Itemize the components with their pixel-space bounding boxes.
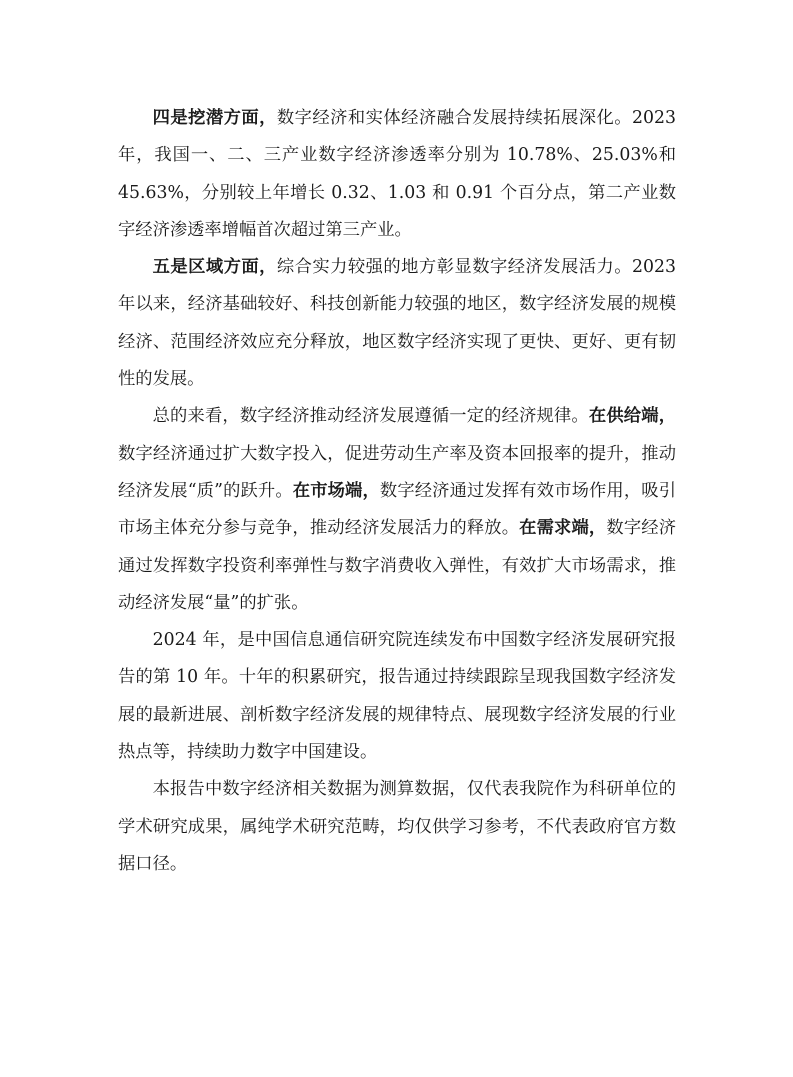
paragraph-disclaimer — [118, 771, 676, 883]
supply-side-lead: 在供给端， — [588, 406, 676, 427]
paragraph-tapping-potential — [118, 100, 676, 249]
demand-side-lead: 在需求端， — [519, 518, 607, 539]
market-side-lead: 在市场端， — [292, 480, 380, 501]
paragraph-text: 本报告中数字经济相关数据为测算数据，仅代表我院作为科研单位的学术研究成果，属纯学术研究范畴，均仅供学习参考，不代表政府官方数据口径。 — [118, 779, 676, 874]
demand-side-text: 数字经济通过发挥数字投资利率弹性与数字消费收入弹性，有效扩大市场需求，推动经济发展“量”的扩张。 — [118, 518, 676, 613]
paragraph-summary — [118, 398, 676, 622]
paragraph-text: 2024 年，是中国信息通信研究院连续发布中国数字经济发展研究报告的第 10 年。十年的积累研究，报告通过持续跟踪呈现我国数字经济发展的最新进展、剖析数字经济发展的规律特点、展现数字经济发展的行业热点等，持续助力数字中国建设。 — [118, 630, 676, 763]
paragraph-tenth-year — [118, 622, 676, 771]
supply-side-text: 数字经济通过扩大数字投入，促进劳动生产率及资本回报率的提升，推动经济发展“质”的跃升。 — [118, 443, 676, 501]
document-page — [118, 100, 676, 883]
paragraph-regional — [118, 249, 676, 398]
paragraph-lead: 四是挖潜方面， — [152, 108, 277, 128]
paragraph-text: 综合实力较强的地方彰显数字经济发展活力。2023 年以来，经济基础较好、科技创新能力较强的地区，数字经济发展的规模经济、范围经济效应充分释放，地区数字经济实现了更快、更好、更有韧性的发展。 — [118, 257, 676, 390]
paragraph-lead: 五是区域方面， — [152, 257, 277, 278]
paragraph-text: 数字经济和实体经济融合发展持续拓展深化。2023 年，我国一、二、三产业数字经济渗透率分别为 10.78%、25.03%和 45.63%，分别较上年增长 0.32、1.03 和 0.91 个百分点，第二产业数字经济渗透率增幅首次超过第三产业。 — [118, 108, 676, 240]
market-side-text: 数字经济通过发挥有效市场作用，吸引市场主体充分参与竞争，推动经济发展活力的释放。 — [118, 480, 676, 539]
paragraph-intro: 总的来看，数字经济推动经济发展遵循一定的经济规律。 — [152, 406, 589, 427]
